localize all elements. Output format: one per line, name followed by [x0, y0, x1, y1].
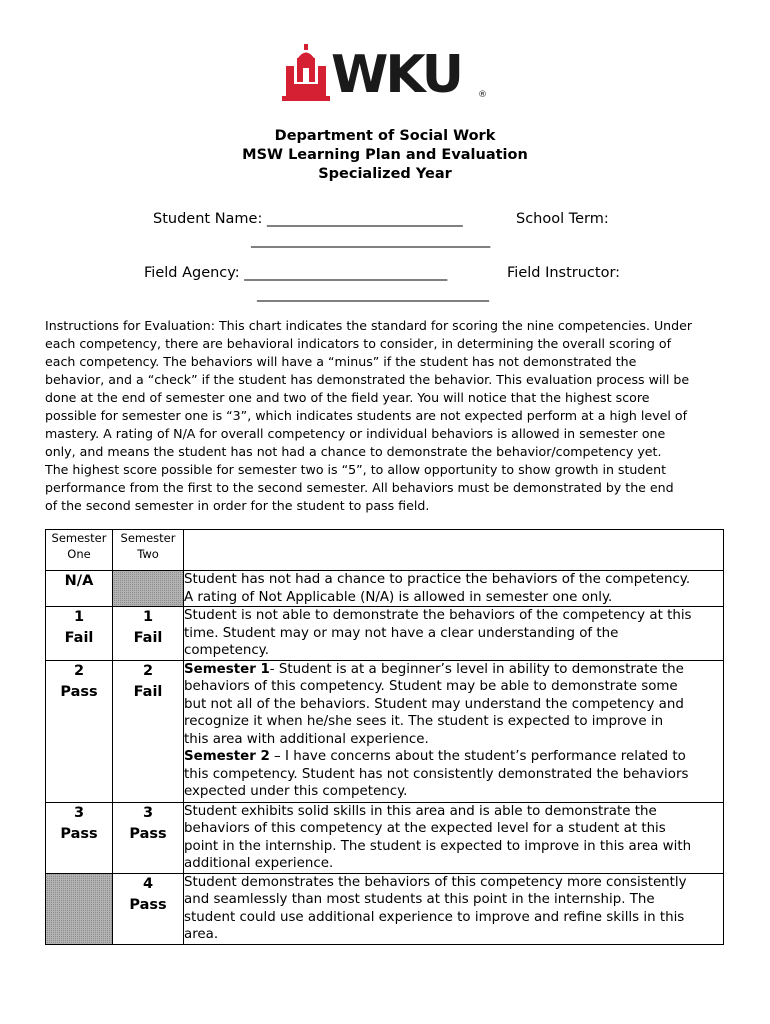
table-row	[46, 873, 724, 944]
evaluation-instructions	[45, 317, 733, 515]
table-row	[46, 660, 724, 802]
instruction-line: of the second semester in order for the student to pass field.	[45, 498, 430, 513]
instruction-line: each competency. The behaviors will have a “minus” if the student has not demonstrated the	[45, 354, 637, 369]
plan-title: MSW Learning Plan and Evaluation	[242, 147, 528, 163]
table-row	[46, 571, 724, 607]
document-heading	[0, 127, 770, 184]
school-term-label: School Term:	[516, 211, 609, 227]
description-1: Student is not able to demonstrate the behaviors of the competency at this time. Student may or may not have a clear understanding of the competency.	[184, 607, 724, 661]
score-na: N/A	[46, 571, 113, 607]
instruction-line: each competency, there are behavioral indicators to consider, in determining the overall scoring of	[45, 336, 672, 351]
field-agency-field[interactable]: Field Agency: ____________________________	[144, 265, 448, 281]
shaded-cell	[113, 571, 184, 607]
instruction-line: performance from the first to the second semester. All behaviors must be demonstrated by the end	[45, 480, 674, 495]
field-instructor-field[interactable]: ________________________________	[257, 286, 489, 302]
table-row	[46, 802, 724, 873]
description-header	[184, 530, 724, 571]
instruction-line: mastery. A rating of N/A for overall competency or individual behaviors is allowed in semester one	[45, 426, 666, 441]
logo-wordmark: WKU	[331, 45, 461, 105]
description-2: Semester 1- Student is at a beginner’s level in ability to demonstrate the behaviors of this competency. Student may be able to demonstrate some but not all of the behaviors. Student may understand the competency and recognize it when he/she sees it. The student is expected to improve in this area with additional experience. Semester 2 – I have concerns about the student’s performance related to this competency. Student has not consistently demonstrated the behaviors expected under this competency.	[184, 660, 724, 802]
table-row	[46, 607, 724, 661]
instruction-line: The highest score possible for semester two is “5”, to allow opportunity to show growth in student	[45, 462, 667, 477]
score-1-sem2: 1 Fail	[113, 607, 184, 661]
field-instructor-label: Field Instructor:	[507, 265, 621, 281]
scoring-table	[45, 529, 724, 945]
student-name-field[interactable]: Student Name: ___________________________	[153, 211, 463, 227]
score-4-sem2: 4 Pass	[113, 873, 184, 944]
description-3: Student exhibits solid skills in this area and is able to demonstrate the behaviors of this competency at the expected level for a student at this point in the internship. The student is expected to improve in this area with additional experience.	[184, 802, 724, 873]
cupola-icon	[282, 44, 332, 102]
instruction-line: only, and means the student has not had a chance to demonstrate the behavior/competency yet.	[45, 444, 662, 459]
wku-logo	[282, 44, 490, 106]
table-header-row	[46, 530, 724, 571]
instruction-line: done at the end of semester one and two of the field year. You will notice that the highest score	[45, 390, 650, 405]
semester-two-header: Semester Two	[113, 530, 184, 571]
score-2-sem1: 2 Pass	[46, 660, 113, 802]
description-na: Student has not had a chance to practice the behaviors of the competency. A rating of Not Applicable (N/A) is allowed in semester one only.	[184, 571, 724, 607]
instruction-line: behavior, and a “check” if the student has demonstrated the behavior. This evaluation process will be	[45, 372, 690, 387]
score-3-sem1: 3 Pass	[46, 802, 113, 873]
description-4: Student demonstrates the behaviors of this competency more consistently and seamlessly than most students at this point in the internship. The student could use additional experience to improve and refine skills in this area.	[184, 873, 724, 944]
shaded-cell	[46, 873, 113, 944]
school-term-field[interactable]: _________________________________	[251, 232, 491, 248]
department-title: Department of Social Work	[274, 128, 496, 144]
instruction-line: possible for semester one is “3”, which indicates students are not expected perform at a high level of	[45, 408, 688, 423]
year-title: Specialized Year	[318, 166, 452, 182]
score-1-sem1: 1 Fail	[46, 607, 113, 661]
score-3-sem2: 3 Pass	[113, 802, 184, 873]
score-2-sem2: 2 Fail	[113, 660, 184, 802]
registered-mark: ®	[478, 90, 487, 100]
semester-one-header: Semester One	[46, 530, 113, 571]
instruction-line: Instructions for Evaluation: This chart indicates the standard for scoring the nine competencies. Under	[45, 318, 693, 333]
